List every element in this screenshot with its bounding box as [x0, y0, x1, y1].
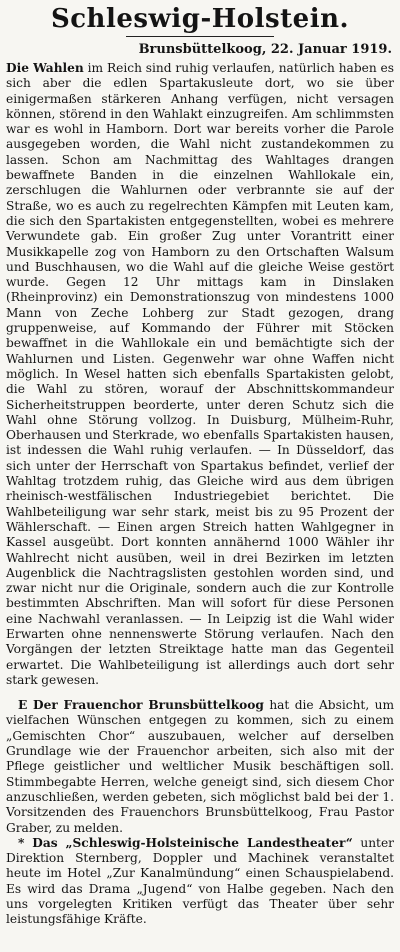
article-elections-lead: Die Wahlen	[6, 61, 84, 75]
article-frauenchor	[6, 698, 394, 836]
headline-rule	[126, 36, 274, 37]
article-frauenchor-lead: E Der Frauenchor Brunsbüttelkoog	[18, 698, 264, 713]
paragraph-gap	[6, 688, 394, 698]
article-landestheater-lead: * Das „Schleswig-Holsteinische Landestheater“	[18, 835, 353, 850]
article-elections	[6, 61, 394, 688]
article-frauenchor-text: hat die Absicht, um vielfachen Wünschen entgegen zu kommen, sich zu einem „Gemischten Chor“ auszubauen, welcher auf derselben Grundlage wie der Frauenchor arbeiten, sich also mit der Pflege geistlicher und weltlicher Musik beschäftigen soll. Stimmbegabte Herren, welche geneigt sind, sich diesem Chor anzuschließen, werden gebeten, sich möglichst bald bei der 1. Vorsitzenden des Frauenchors Brunsbüttelkoog, Frau Pastor Graber, zu melden.	[6, 698, 394, 835]
article-elections-text: im Reich sind ruhig verlaufen, natürlich haben es sich aber die edlen Spartakusleute dort, wo sie über einigermaßen stärkeren Anhang verfügen, nicht versagen können, störend in den Wahlakt einzugreifen. Am schlimmsten war es wohl in Hamborn. Dort war bereits vorher die Parole ausgegeben worden, die Wahl nicht zustandekommen zu lassen. Schon am Nachmittag des Wahltages drangen bewaffnete Banden in die einzelnen Wahllokale ein, zerschlugen die Wahlurnen oder verbrannte sie auf der Straße, wo es auch zu regelrechten Kämpfen mit Leuten kam, die sich den Spartakisten entgegenstellten, wobei es mehrere Verwundete gab. Ein großer Zug unter Vorantritt einer Musikkapelle zog von Hamborn zu den Ortschaften Walsum und Buschhausen, wo die Wahl auf die gleiche Weise gestört wurde. Gegen 12 Uhr mittags kam in Dinslaken (Rheinprovinz) ein Demonstrationszug von mindestens 1000 Mann von Zeche Lohberg zur Stadt gezogen, drang gruppenweise, auf Kommando der Führer mit Stöcken bewaffnet in die Wahllokale ein und bemächtigte sich der Wahlurnen und Listen. Gegenwehr war ohne Waffen nicht möglich. In Wesel hatten sich ebenfalls Spartakisten gelobt, die Wahl zu stören, worauf der Abschnittskommandeur Sicherheitstruppen beorderte, unter deren Schutz sich die Wahl ohne Störung vollzog. In Duisburg, Mülheim-Ruhr, Oberhausen und Sterkrade, wo ebenfalls Spartakisten hausen, ist indessen die Wahl ruhig verlaufen. — In Düsseldorf, das sich unter der Herrschaft von Spartakus befindet, verlief der Wahltag trotzdem ruhig, das Gleiche wird aus dem übrigen rheinisch-westfälischen Industriegebiet berichtet. Die Wahlbeteiligung war sehr stark, meist bis zu 95 Prozent der Wählerschaft. — Einen argen Streich hatten Wahlgegner in Kassel ausgeübt. Dort konnten annähernd 1000 Wähler ihr Wahlrecht nicht ausüben, weil in drei Bezirken im letzten Augenblick die Nachtragslisten gestohlen worden sind, und zwar nicht nur die Originale, sondern auch die zur Kontrolle bestimmten Abschriften. Man will sofort für diese Personen eine Nachwahl veranlassen. — In Leipzig ist die Wahl wider Erwarten ohne nennenswerte Störung verlaufen. Nach den Vorgängen der letzten Streiktage hatte man das Gegenteil erwartet. Die Wahlbeteiligung ist allerdings auch dort sehr stark gewesen.	[6, 61, 395, 687]
section-headline: Schleswig-Holstein.	[50, 4, 350, 34]
article-landestheater-text: unter Direktion Sternberg, Doppler und Machinek veranstaltet heute im Hotel „Zur Kanalmündung“ einen Schauspielabend. Es wird das Drama „Jugend“ von Halbe gegeben. Nach den uns vorgelegten Kritiken verfügt das Theater über sehr leistungsfähige Kräfte.	[6, 835, 394, 927]
article-landestheater	[6, 836, 394, 928]
dateline: Brunsbüttelkoog, 22. Januar 1919.	[138, 42, 392, 57]
